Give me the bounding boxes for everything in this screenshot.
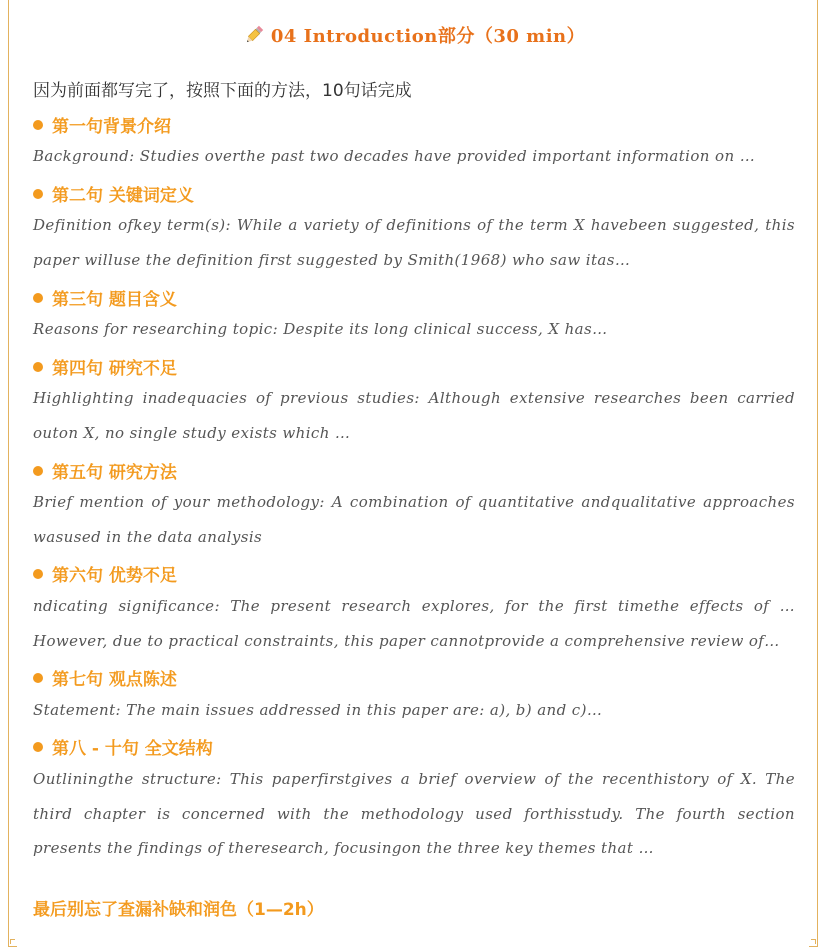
sentence-heading-5: [33, 458, 177, 483]
sentence-heading-6: [33, 561, 177, 586]
bullet-dot-icon: [33, 742, 43, 752]
corner-ornament-left: [8, 938, 17, 947]
heading-label: 第五句 研究方法: [52, 463, 177, 483]
heading-label: 第一句背景介绍: [52, 117, 171, 137]
sentence-heading-2: [33, 181, 194, 206]
sentence-heading-4: [33, 354, 177, 379]
bullet-dot-icon: [33, 466, 43, 476]
sentence-heading-8: [33, 734, 213, 759]
bullet-dot-icon: [33, 293, 43, 303]
heading-label: 第四句 研究不足: [52, 359, 177, 379]
corner-ornament-right: [809, 938, 818, 947]
final-note: 最后别忘了查漏补缺和润色（1—2h）: [33, 900, 324, 920]
sentence-heading-7: [33, 665, 177, 690]
sentence-heading-1: [33, 112, 171, 137]
pencil-icon: [243, 24, 265, 51]
section-title: [33, 22, 795, 51]
heading-label: 第六句 优势不足: [52, 566, 177, 586]
sentence-example-6: ndicating significance: The present research explores, for the first timethe effects of …However, due to practical constraints, this paper cannotprovide a comprehensive review of…: [33, 597, 795, 650]
sentence-example-7: Statement: The main issues addressed in this paper are: a), b) and c)…: [33, 701, 603, 719]
sentence-example-3: Reasons for researching topic: Despite its long clinical success, X has…: [33, 320, 608, 338]
heading-label: 第三句 题目含义: [52, 290, 177, 310]
heading-label: 第二句 关键词定义: [52, 186, 194, 206]
title-text: 04 Introduction部分（30 min）: [270, 26, 586, 47]
bullet-dot-icon: [33, 673, 43, 683]
bullet-dot-icon: [33, 362, 43, 372]
sentence-example-1: Background: Studies overthe past two decades have provided important information on …: [33, 147, 756, 165]
sentence-heading-3: [33, 285, 177, 310]
bullet-dot-icon: [33, 189, 43, 199]
bullet-dot-icon: [33, 120, 43, 130]
heading-label: 第七句 观点陈述: [52, 670, 177, 690]
sentence-example-2: Definition ofkey term(s): While a variety of definitions of the term X havebeen suggested, this paper willuse the definition first suggested by Smith(1968) who saw itas…: [33, 216, 795, 269]
sentence-example-8: Outliningthe structure: This paperfirstgives a brief overview of the recenthistory of X. The third chapter is concerned with the methodology used forthisstudy. The fourth section presents the findings of theresearch, focusingon the three key themes that …: [33, 770, 795, 857]
bullet-dot-icon: [33, 569, 43, 579]
intro-text: 因为前面都写完了，按照下面的方法，10句话完成: [33, 81, 412, 101]
sentence-example-4: Highlighting inadequacies of previous studies: Although extensive researches been carried outon X, no single study exists which …: [33, 389, 795, 442]
sentence-example-5: Brief mention of your methodology: A combination of quantitative andqualitative approaches wasused in the data analysis: [33, 493, 795, 546]
heading-label: 第八 - 十句 全文结构: [52, 739, 213, 759]
